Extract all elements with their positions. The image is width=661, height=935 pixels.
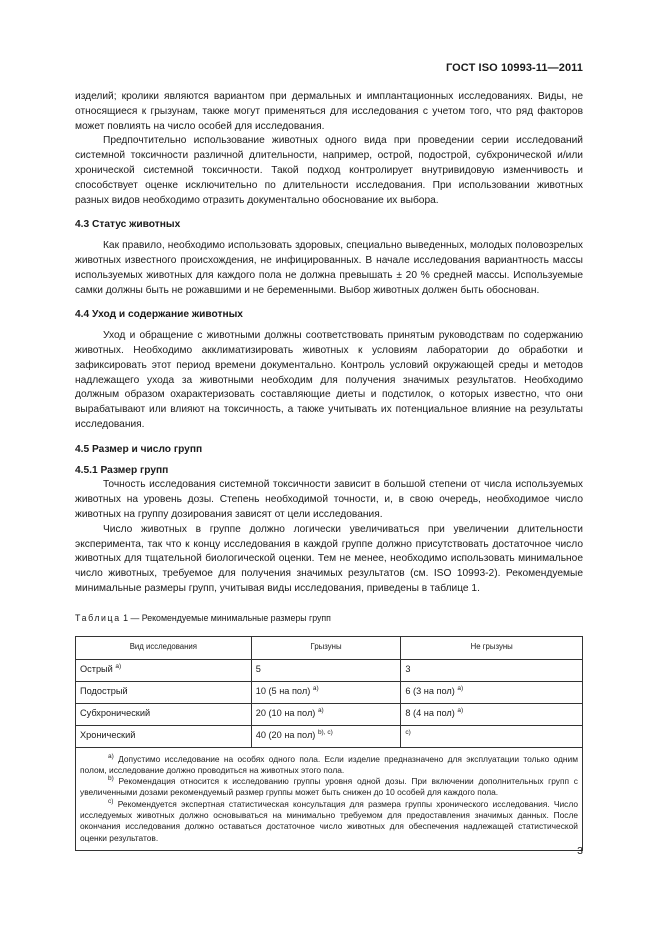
nonrodents-value: 3 bbox=[405, 663, 411, 674]
footnote-ref: a) bbox=[457, 706, 464, 714]
section-heading-4-4: 4.4 Уход и содержание животных bbox=[75, 309, 243, 321]
table-row bbox=[76, 681, 583, 703]
study-type: Подострый bbox=[80, 685, 128, 696]
column-header: Вид исследования bbox=[76, 636, 252, 659]
footnote-ref: b), c) bbox=[317, 728, 333, 736]
table-cell bbox=[76, 659, 252, 681]
table-cell bbox=[401, 659, 583, 681]
footnote-text: Рекомендуется экспертная статистическая консультация для размера группы хронического исследования. Число исследуемых животных должно основываться на минимально требуемом для предоставления значимых данных. После окончания исследования должно оставаться достаточное число животных для обеспечения надлежащей статистической оценки результатов. bbox=[80, 798, 579, 843]
table-row bbox=[76, 703, 583, 725]
nonrodents-value: 6 (3 на пол) bbox=[405, 685, 455, 696]
paragraph: изделий; кролики являются вариантом при дермальных и имплантационных исследованиях. Виды, не относящиеся к грызунам, также могут применяться для исследования с учетом того, что ряд факторов может повлиять на число особей для исследования. bbox=[75, 91, 583, 132]
table-cell bbox=[251, 659, 401, 681]
footnote bbox=[80, 799, 578, 844]
paragraph: Как правило, необходимо использовать здоровых, специально выведенных, молодых половозрелых животных известного происхождения, не инфицированных. В начале исследования вариантность массы используемых животных для каждого пола не должна превышать ± 20 % средней массы. Используемые самки должны быть не рожавшими и не беременными. Выбор животных должен быть обоснован. bbox=[75, 240, 583, 296]
table-cell bbox=[401, 703, 583, 725]
footnote-mark: c) bbox=[108, 797, 114, 805]
table-footnotes bbox=[76, 747, 583, 850]
column-header: Грызуны bbox=[251, 636, 401, 659]
footnote-ref: c) bbox=[405, 728, 411, 736]
rodents-value: 10 (5 на пол) bbox=[255, 685, 311, 696]
table-cell bbox=[76, 703, 252, 725]
footnote bbox=[80, 776, 578, 799]
rodents-value: 40 (20 на пол) bbox=[255, 729, 316, 740]
footnote-ref: a) bbox=[317, 706, 324, 714]
rodents-value: 20 (10 на пол) bbox=[255, 707, 316, 718]
footnote-ref: a) bbox=[457, 684, 464, 692]
table-cell bbox=[401, 681, 583, 703]
footnote-ref: a) bbox=[312, 684, 319, 692]
table-footnotes-row bbox=[76, 747, 583, 850]
table-caption-word: Таблица bbox=[75, 612, 121, 623]
table-cell bbox=[251, 725, 401, 747]
section-heading-4-3: 4.3 Статус животных bbox=[75, 219, 181, 231]
table-cell bbox=[251, 703, 401, 725]
study-type: Острый bbox=[80, 663, 113, 674]
footnote bbox=[80, 754, 578, 777]
page-number: 3 bbox=[577, 845, 583, 857]
paragraph: Предпочтительно использование животных одного вида при проведении серии исследований системной токсичности различной длительности, например, острой, подострой, субхронической и/или хронической системной токсичности. Такой подход контролирует внутривидовую изменчивость и способствует оценке исключительно по длительности исследования. При использовании животных разных видов необходимо отразить документально обоснование их выбора. bbox=[75, 135, 583, 206]
table-header-row bbox=[76, 636, 583, 659]
table-row bbox=[76, 659, 583, 681]
footnote-text: Рекомендация относится к исследованию группы уровня одной дозы. При включении дополнительных групп с увеличенными дозами рекомендуемый размер группы может быть снижен до 10 особей для каждого пола. bbox=[80, 776, 578, 798]
table-cell bbox=[76, 725, 252, 747]
table-cell bbox=[401, 725, 583, 747]
table-caption bbox=[75, 611, 583, 626]
footnote-mark: a) bbox=[108, 752, 114, 760]
study-type: Хронический bbox=[80, 729, 136, 740]
paragraph: Точность исследования системной токсичности зависит в большой степени от числа используемых животных на уровень дозы. Степень необходимой точности, и, в свою очередь, необходимое число животных на группу дозирования зависят от цели исследования. bbox=[75, 479, 583, 520]
table-cell bbox=[76, 681, 252, 703]
nonrodents-value: 8 (4 на пол) bbox=[405, 707, 455, 718]
column-header: Не грызуны bbox=[401, 636, 583, 659]
paragraph: Число животных в группе должно логически увеличиваться при увеличении длительности эксперимента, так что к концу исследования в каждой группе должно присутствовать достаточное число животных для тщательной биологической оценки. Тем не менее, необходимо использовать минимальное число животных, требуемое для получения значимых результатов (см. ISO 10993-2). Рекомендуемые минимальные размеры групп, учитывая виды исследования, приведены в таблице 1. bbox=[75, 523, 583, 594]
rodents-value: 5 bbox=[255, 663, 261, 674]
study-type: Субхронический bbox=[80, 707, 151, 718]
section-heading-4-5: 4.5 Размер и число групп bbox=[75, 443, 203, 455]
footnote-mark: b) bbox=[108, 775, 114, 783]
footnote-ref: a) bbox=[115, 662, 122, 670]
table-row bbox=[76, 725, 583, 747]
table-cell bbox=[251, 681, 401, 703]
subsection-heading-4-5-1: 4.5.1 Размер групп bbox=[75, 464, 169, 476]
table-caption-text: 1 — Рекомендуемые минимальные размеры групп bbox=[123, 612, 331, 623]
footnote-text: Допустимо исследование на особях одного пола. Если изделие предназначено для эксплуатации только одним полом, исследование должно проводиться на животных этого пола. bbox=[80, 753, 578, 775]
paragraph: Уход и обращение с животными должны соответствовать принятым руководствам по содержанию животных. Необходимо акклиматизировать животных к условиям лаборатории до обработки и зафиксировать этот период времени документально. Контроль условий окружающей среды и методов надлежащего ухода за животными необходим для получения значимых результатов. Необходимо должным образом охарактеризовать составляющие диеты и подстилок, о которых известно, что они вырабатывают или влияют на токсичность, а также учитывать их потенциальное влияние на результаты исследования. bbox=[75, 330, 583, 430]
group-size-table bbox=[75, 636, 583, 851]
document-code: ГОСТ ISO 10993-11—2011 bbox=[445, 62, 583, 74]
page-content bbox=[75, 90, 583, 851]
